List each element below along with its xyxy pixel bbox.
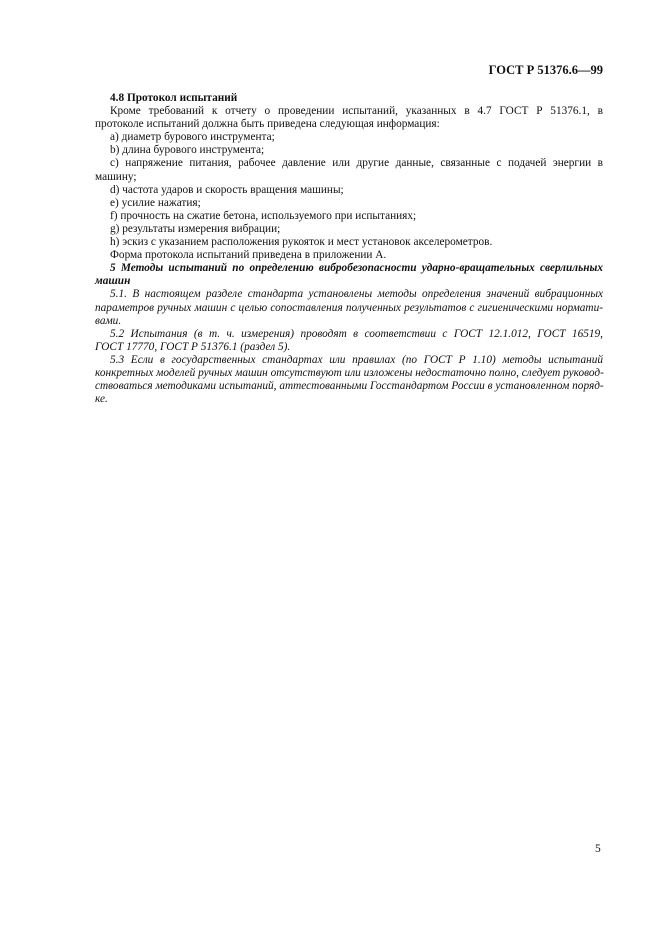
paragraph (95, 184, 603, 197)
paragraph (95, 262, 603, 288)
paragraph (95, 249, 603, 262)
page-number: 5 (595, 843, 601, 855)
paragraph (95, 288, 603, 327)
paragraph (95, 197, 603, 210)
text-line: Форма протокола испытаний приведена в приложении А. (110, 249, 387, 262)
text-line: e) усилие нажатия; (110, 196, 201, 209)
paragraph (95, 144, 603, 157)
text-line: 5.2 Испытания (в т. ч. измерения) проводят в соответствии с ГОСТ 12.1.012, ГОСТ 16519, (110, 327, 603, 340)
text-line: конкретных моделей ручных машин отсутствуют или изложены недостаточно полно, следует руковод- (95, 366, 604, 379)
paragraph (95, 210, 603, 223)
paragraph (95, 236, 603, 249)
paragraph (95, 157, 603, 183)
paragraph (95, 131, 603, 144)
text-line: ке. (95, 393, 108, 406)
text-line: машину; (95, 170, 137, 183)
text-line: 5.1. В настоящем разделе стандарта установлены методы определения значений вибрационных (110, 288, 603, 301)
text-line: d) частота ударов и скорость вращения машины; (110, 183, 344, 196)
text-line: ГОСТ 17770, ГОСТ Р 51376.1 (раздел 5). (95, 340, 291, 353)
text-line: 4.8 Протокол испытаний (110, 92, 238, 104)
text-line: ствоваться методиками испытаний, аттестованными Госстандартом России в установленном поряд- (95, 380, 604, 393)
text-line: g) результаты измерения вибрации; (110, 222, 281, 235)
paragraph (95, 354, 603, 406)
paragraph (95, 105, 603, 131)
paragraph (95, 92, 603, 105)
text-line: машин (95, 275, 131, 288)
text-line: b) длина бурового инструмента; (110, 144, 265, 157)
paragraph (95, 223, 603, 236)
text-line: 5 Методы испытаний по определению вибробезопасности ударно-вращательных сверлильных (110, 262, 603, 275)
text-line: h) эскиз с указанием расположения рукояток и мест установок акселерометров. (110, 236, 493, 249)
text-line: a) диаметр бурового инструмента; (110, 131, 275, 144)
document-body (95, 92, 603, 406)
text-line: 5.3 Если в государственных стандартах или правилах (по ГОСТ Р 1.10) методы испытаний (110, 353, 603, 366)
document-header: ГОСТ Р 51376.6—99 (488, 63, 603, 77)
text-line: f) прочность на сжатие бетона, используемого при испытаниях; (110, 209, 417, 222)
text-line: вами. (95, 314, 122, 327)
text-line: c) напряжение питания, рабочее давление или другие данные, связанные с подачей энергии в (110, 157, 603, 170)
text-line: Кроме требований к отчету о проведении испытаний, указанных в 4.7 ГОСТ Р 51376.1, в (110, 105, 603, 118)
paragraph (95, 328, 603, 354)
text-line: параметров ручных машин с целью сопоставления полученных результатов с гигиеническими нормати- (95, 301, 603, 314)
text-line: протоколе испытаний должна быть приведена следующая информация: (95, 118, 440, 131)
